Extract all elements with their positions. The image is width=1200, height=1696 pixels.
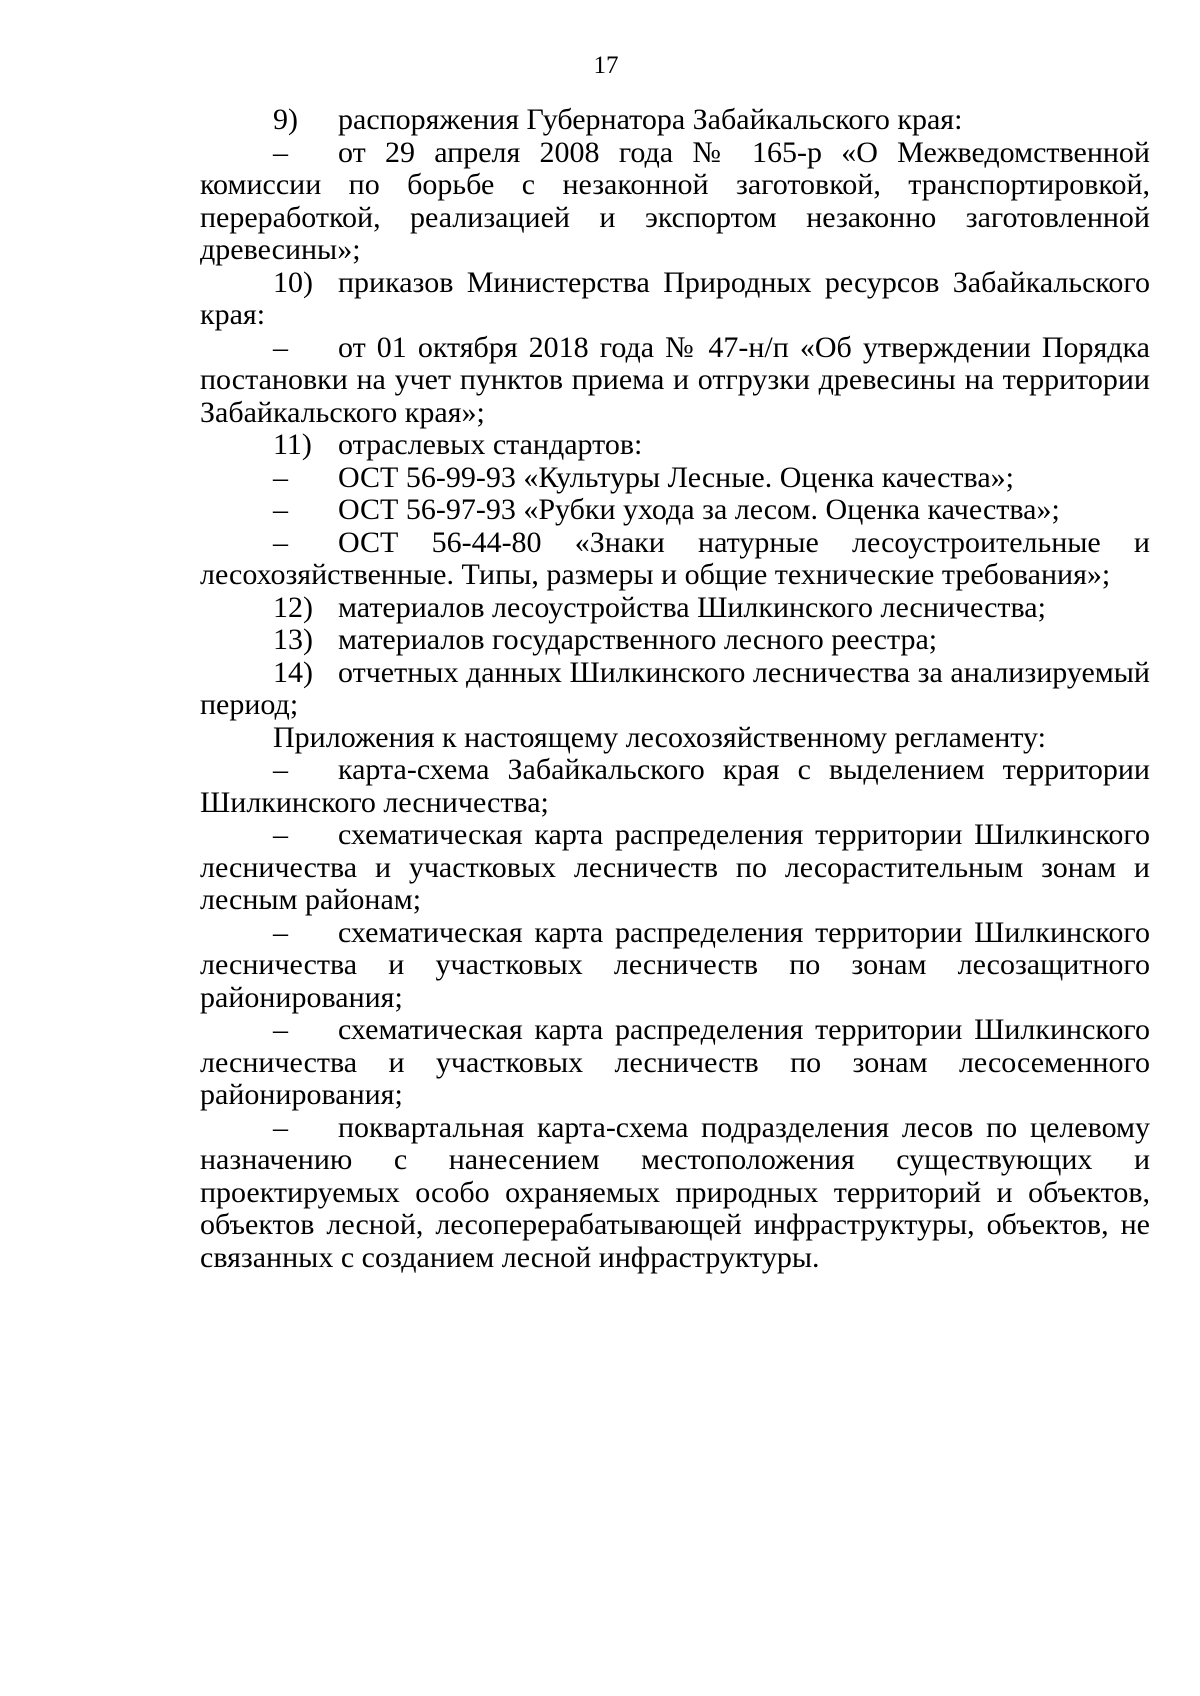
list-number: 9) bbox=[273, 103, 298, 136]
list-item-text: ОСТ 56-44-80 «Знаки натурные лесоустроительные и лесохозяйственные. Типы, размеры и общие технические требования»; bbox=[200, 525, 1150, 591]
appendix-heading: Приложения к настоящему лесохозяйственному регламенту: bbox=[273, 720, 1046, 754]
list-dash: – bbox=[273, 1110, 288, 1144]
list-item-text: материалов лесоустройства Шилкинского лесничества; bbox=[338, 590, 1046, 624]
list-dash: – bbox=[273, 818, 288, 851]
list-item-text: распоряжения Губернатора Забайкальского края: bbox=[338, 103, 963, 136]
source-list-item bbox=[200, 592, 1150, 625]
list-item-text: от 01 октября 2018 года № 47-н/п «Об утверждении Порядка постановки на учет пунктов приема и отгрузки древесины на территории Забайкальского края»; bbox=[200, 330, 1150, 429]
source-list-item bbox=[200, 527, 1150, 592]
source-list-item bbox=[200, 137, 1150, 267]
list-dash: – bbox=[273, 135, 288, 169]
list-item-text: поквартальная карта-схема подразделения лесов по целевому назначению с нанесением местоположения существующих и проектируемых особо охраняемых природных территорий и объектов, объектов лесной, лесоперерабатывающей инфраструктуры, объектов, не связанных с созданием лесной инфраструктуры. bbox=[200, 1110, 1150, 1274]
list-dash: – bbox=[273, 460, 288, 494]
list-item-text: отраслевых стандартов: bbox=[338, 428, 643, 461]
list-item-text: ОСТ 56-97-93 «Рубки ухода за лесом. Оценка качества»; bbox=[338, 493, 1060, 526]
list-dash: – bbox=[273, 330, 288, 364]
sources-list bbox=[200, 104, 1150, 722]
list-number: 11) bbox=[273, 428, 312, 461]
list-item-text: карта-схема Забайкальского края с выделением территории Шилкинского лесничества; bbox=[200, 753, 1150, 819]
appendix-list-item bbox=[200, 917, 1150, 1015]
list-item-text: схематическая карта распределения территории Шилкинского лесничества и участковых лесничеств по лесорастительным зонам и лесным районам; bbox=[200, 818, 1150, 916]
source-list-item bbox=[200, 624, 1150, 657]
document-body bbox=[200, 104, 1150, 1274]
list-item-text: схематическая карта распределения территории Шилкинского лесничества и участковых лесничеств по зонам лесосеменного районирования; bbox=[200, 1013, 1150, 1111]
source-list-item bbox=[200, 429, 1150, 462]
list-dash: – bbox=[273, 915, 288, 949]
source-list-item bbox=[200, 494, 1150, 527]
list-item-text: приказов Министерства Природных ресурсов Забайкальского края: bbox=[200, 265, 1150, 331]
list-dash: – bbox=[273, 525, 288, 559]
appendix-list-item bbox=[200, 1014, 1150, 1112]
list-item-text: ОСТ 56-99-93 «Культуры Лесные. Оценка качества»; bbox=[338, 460, 1014, 494]
source-list-item bbox=[200, 267, 1150, 332]
list-dash: – bbox=[273, 493, 288, 526]
list-dash: – bbox=[273, 1013, 288, 1046]
list-item-text: отчетных данных Шилкинского лесничества за анализируемый период; bbox=[200, 655, 1150, 721]
list-item-text: материалов государственного лесного реестра; bbox=[338, 623, 938, 656]
list-item-text: схематическая карта распределения территории Шилкинского лесничества и участковых лесничеств по зонам лесозащитного районирования; bbox=[200, 915, 1150, 1014]
source-list-item bbox=[200, 462, 1150, 495]
source-list-item bbox=[200, 657, 1150, 722]
appendix-list-item bbox=[200, 819, 1150, 917]
source-list-item bbox=[200, 332, 1150, 430]
list-number: 10) bbox=[273, 265, 313, 299]
appendix-list bbox=[200, 754, 1150, 1274]
list-number: 13) bbox=[273, 623, 313, 656]
list-item-text: от 29 апреля 2008 года № 165-р «О Межведомственной комиссии по борьбе с незаконной заготовкой, транспортировкой, переработкой, реализацией и экспортом незаконно заготовленной древесины»; bbox=[200, 135, 1150, 266]
list-dash: – bbox=[273, 753, 288, 786]
list-number: 12) bbox=[273, 590, 313, 624]
appendix-list-item bbox=[200, 1112, 1150, 1275]
list-number: 14) bbox=[273, 655, 313, 689]
source-list-item bbox=[200, 104, 1150, 137]
appendix-list-item bbox=[200, 754, 1150, 819]
page-number: 17 bbox=[593, 52, 619, 79]
